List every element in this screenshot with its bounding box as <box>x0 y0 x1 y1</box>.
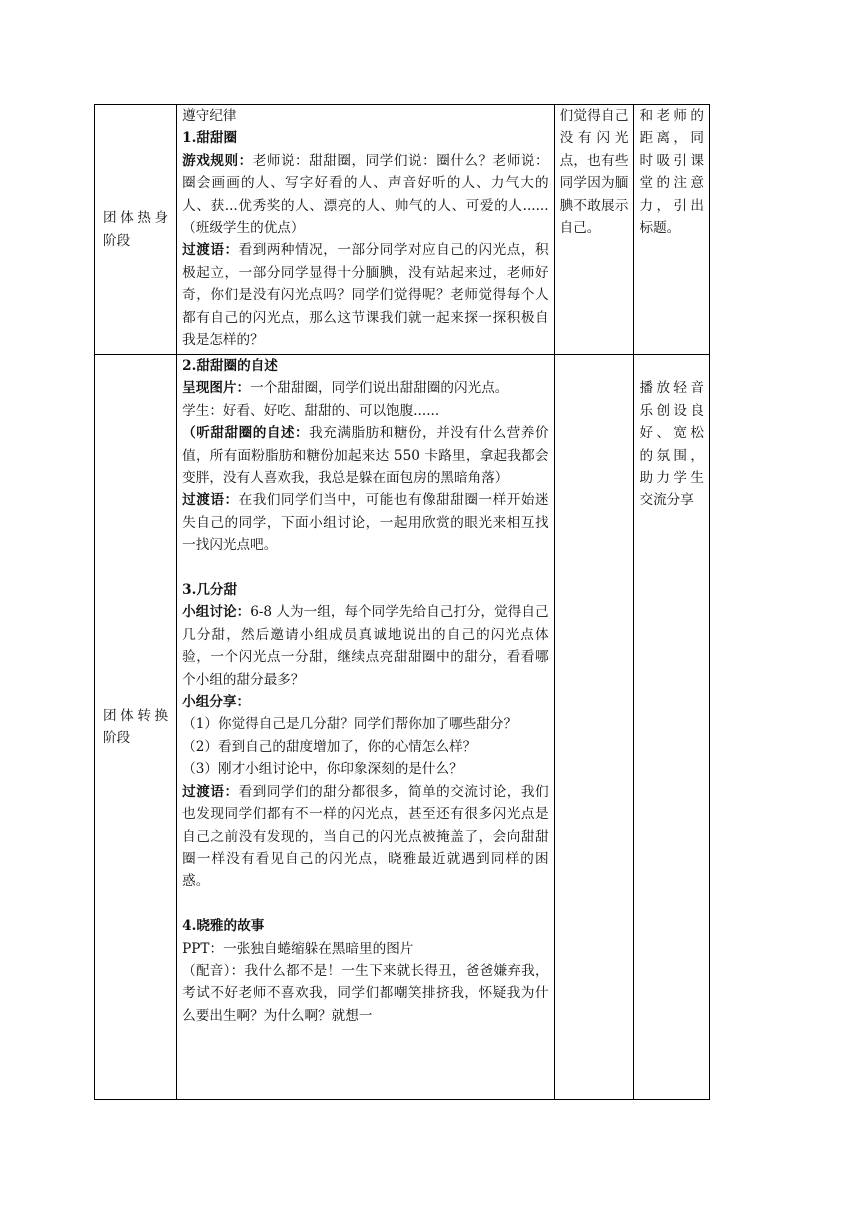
transition-label: 过渡语： <box>182 492 239 509</box>
voice-line: （配音）：我什么都不是！一生下来就长得丑，爸爸嫌弃我，考试不好老师不喜欢我，同学们都嘲笑排挤我，怀疑我为什么要出生啊？为什么啊？就想一 <box>182 962 549 1024</box>
group-discussion-label: 小组讨论： <box>182 604 251 621</box>
listen-paragraph <box>182 422 548 489</box>
group-share-label: 小组分享： <box>182 694 251 711</box>
students-line: 学生：好看、好吃、甜甜的、可以饱腹...... <box>182 402 440 419</box>
activity-content-cell <box>177 105 554 355</box>
section-heading: 2.甜甜圈的自述 <box>182 358 278 374</box>
analysis-cell <box>554 355 634 1100</box>
ppt-line: PPT：一张独自蜷缩躲在黑暗里的图片 <box>182 940 414 957</box>
blank-line <box>639 355 704 377</box>
game-rule-paragraph <box>182 150 548 240</box>
design-intent-text: 和老师的距离，同时吸引课堂的注意力，引出标题。 <box>639 108 704 237</box>
question-item: （2）看到自己的甜度增加了，你的心情怎么样？ <box>182 738 477 755</box>
group-discussion-text: 6-8 人为一组，每个同学先给自己打分，觉得自己几分甜，然后邀请小组成员真诚地说出的自己的闪光点体验，一个闪光点一分甜，继续点亮甜甜圈中的甜分，看看哪个小组的甜分最多？ <box>182 604 549 688</box>
design-intent-cell <box>634 105 710 355</box>
transition-paragraph <box>182 489 548 556</box>
blank-line <box>182 557 548 579</box>
group-discussion-paragraph <box>182 601 548 691</box>
transition-text: 看到同学们的甜分都很多，简单的交流讨论，我们也发现同学们都有不一样的闪光点，甚至还有很多闪光点是自己之前没有发现的，当自己的闪光点被掩盖了，会向甜甜圈一样没有看见自己的闪光点，晓雅最近就遇到同样的困惑。 <box>182 783 549 890</box>
design-intent-text: 播放轻音乐创设良好、宽松的氛围，助力学生交流分享 <box>639 380 704 509</box>
transition-paragraph <box>182 781 548 893</box>
section-heading: 4.晓雅的故事 <box>182 918 265 935</box>
section-heading: 3.几分甜 <box>182 582 238 599</box>
lesson-plan-table <box>94 104 710 1100</box>
present-paragraph <box>182 377 548 399</box>
stage-label-line1: 团体转换 <box>103 707 169 724</box>
question-item: （3）刚才小组讨论中，你印象深刻的是什么？ <box>182 761 463 778</box>
transition-text: 看到两种情况，一部分同学对应自己的闪光点，积极起立，一部分同学显得十分腼腆，没有站起来过，老师好奇，你们是没有闪光点吗？同学们觉得呢？老师觉得每个人都有自己的闪光点，那么这节课我们就一起来探一探积极自我是怎样的？ <box>182 242 549 349</box>
game-rule-label: 游戏规则： <box>182 152 253 169</box>
transition-label: 过渡语： <box>182 242 239 259</box>
intro-line: 遵守纪律 <box>182 108 237 124</box>
blank-line <box>182 893 548 915</box>
stage-label-line2: 阶段 <box>103 232 131 249</box>
present-label: 呈现图片： <box>182 380 251 397</box>
table-row <box>95 105 710 355</box>
analysis-cell <box>554 105 634 355</box>
stage-label-line2: 阶段 <box>103 730 131 746</box>
stage-label-line1: 团体热身 <box>103 210 169 227</box>
activity-content-cell <box>177 355 554 1100</box>
listen-label: （听甜甜圈的自述： <box>182 425 310 442</box>
analysis-text: 们觉得自己没有闪光点，也有些同学因为腼腆不敢展示自己。 <box>559 108 629 237</box>
stage-cell <box>95 105 177 355</box>
table-row <box>95 355 710 1100</box>
design-intent-cell <box>634 355 710 1100</box>
transition-label: 过渡语： <box>182 783 239 800</box>
transition-text: 在我们同学们当中，可能也有像甜甜圈一样开始迷失自己的同学，下面小组讨论，一起用欣赏的眼光来相互找一找闪光点吧。 <box>182 492 549 554</box>
game-rule-text: 老师说：甜甜圈，同学们说：圈什么？老师说：圈会画画的人、写字好看的人、声音好听的人、力气大的人、获...优秀奖的人、漂亮的人、帅气的人、可爱的人......（班级学生的优点） <box>182 152 549 237</box>
present-text: 一个甜甜圈，同学们说出甜甜圈的闪光点。 <box>250 380 509 397</box>
section-heading: 1.甜甜圈 <box>182 130 238 147</box>
question-item: （1）你觉得自己是几分甜？同学们帮你加了哪些甜分？ <box>182 716 518 733</box>
transition-paragraph <box>182 239 548 351</box>
stage-cell <box>95 355 177 1100</box>
listen-text: 我充满脂肪和糖份，并没有什么营养价值，所有面粉脂肪和糖份加起来达 550 卡路里，拿起我都会变胖，没有人喜欢我，我总是躲在面包房的黑暗角落） <box>182 425 549 487</box>
